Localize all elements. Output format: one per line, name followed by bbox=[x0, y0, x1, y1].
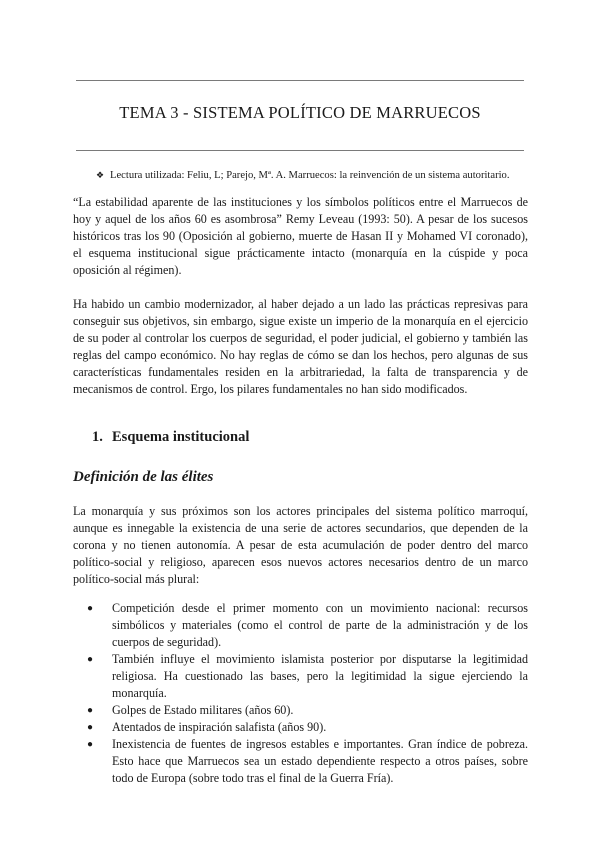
paragraph-elites: La monarquía y sus próximos son los actores principales del sistema político marroquí, aunque es innegable la existencia de una serie de actores secundarios, que dependen de la corona y no tienen autonomía. A pesar de esta acumulación de poder dentro del marco político-social y religioso, aparecen esos nuevos actores necesarios dentro de un marco político-social más plural: bbox=[73, 504, 528, 586]
list-item-text: Atentados de inspiración salafista (años 90). bbox=[112, 720, 327, 734]
list-item-text: Golpes de Estado militares (años 60). bbox=[112, 703, 294, 717]
title-bottom-rule bbox=[76, 150, 524, 151]
list-item bbox=[85, 651, 528, 702]
reading-note-text: Lectura utilizada: Feliu, L; Parejo, Mª. A. Marruecos: la reinvención de un sistema autoritario. bbox=[110, 170, 510, 181]
list-item bbox=[85, 719, 528, 736]
subsection-heading: Definición de las élites bbox=[73, 469, 214, 485]
list-item-text: Inexistencia de fuentes de ingresos estables e importantes. Gran índice de pobreza. Esto hace que Marruecos sea un estado dependiente respecto a otros países, sobre todo de Europa (sobre todo tras el final de la Guerra Fría). bbox=[112, 737, 528, 785]
diamond-bullet-icon: ❖ bbox=[96, 170, 105, 180]
round-bullet-icon: ● bbox=[87, 654, 94, 665]
round-bullet-icon: ● bbox=[87, 603, 94, 614]
paragraph-modernization: Ha habido un cambio modernizador, al haber dejado a un lado las prácticas represivas para conseguir sus objetivos, sin embargo, sigue existe un imperio de la monarquía en el ejercicio de su poder al controlar los cuerpos de seguridad, el poder judicial, el gobierno y también las reglas del campo económico. No hay reglas de cómo se dan los hechos, pero algunas de sus características fundamentales residen en la arbitrariedad, la falta de transparencia y de mecanismos de control. Ergo, los pilares fundamentales no han sido modificados. bbox=[73, 297, 528, 396]
list-item bbox=[85, 736, 528, 787]
section-title: Esquema institucional bbox=[112, 429, 250, 445]
paragraph-intro: “La estabilidad aparente de las instituciones y los símbolos políticos entre el Marruecos de hoy y aquel de los años 60 es asombrosa” Remy Leveau (1993: 50). A pesar de los sucesos históricos tras los 90 (Oposición al gobierno, muerte de Hasan II y Mohamed VI coronado), el esquema institucional sigue prácticamente intacto (monarquía en la cúspide y poca oposición al régimen). bbox=[73, 195, 528, 277]
section-number: 1. bbox=[92, 429, 103, 445]
round-bullet-icon: ● bbox=[87, 722, 94, 733]
reading-note bbox=[96, 170, 536, 181]
round-bullet-icon: ● bbox=[87, 705, 94, 716]
list-item-text: Competición desde el primer momento con un movimiento nacional: recursos simbólicos y materiales (como el control de parte de la administración y de los cuerpos de seguridad). bbox=[112, 601, 528, 649]
round-bullet-icon: ● bbox=[87, 739, 94, 750]
section-heading bbox=[92, 429, 249, 446]
page-title: TEMA 3 - SISTEMA POLÍTICO DE MARRUECOS bbox=[119, 103, 481, 122]
actors-bullet-list bbox=[85, 600, 528, 787]
list-item-text: También influye el movimiento islamista posterior por disputarse la legitimidad religiosa. Ha cuestionado las bases, pero la legitimidad la sigue ejerciendo la monarquía. bbox=[112, 652, 528, 700]
list-item bbox=[85, 600, 528, 651]
list-item bbox=[85, 702, 528, 719]
top-rule bbox=[76, 80, 524, 81]
